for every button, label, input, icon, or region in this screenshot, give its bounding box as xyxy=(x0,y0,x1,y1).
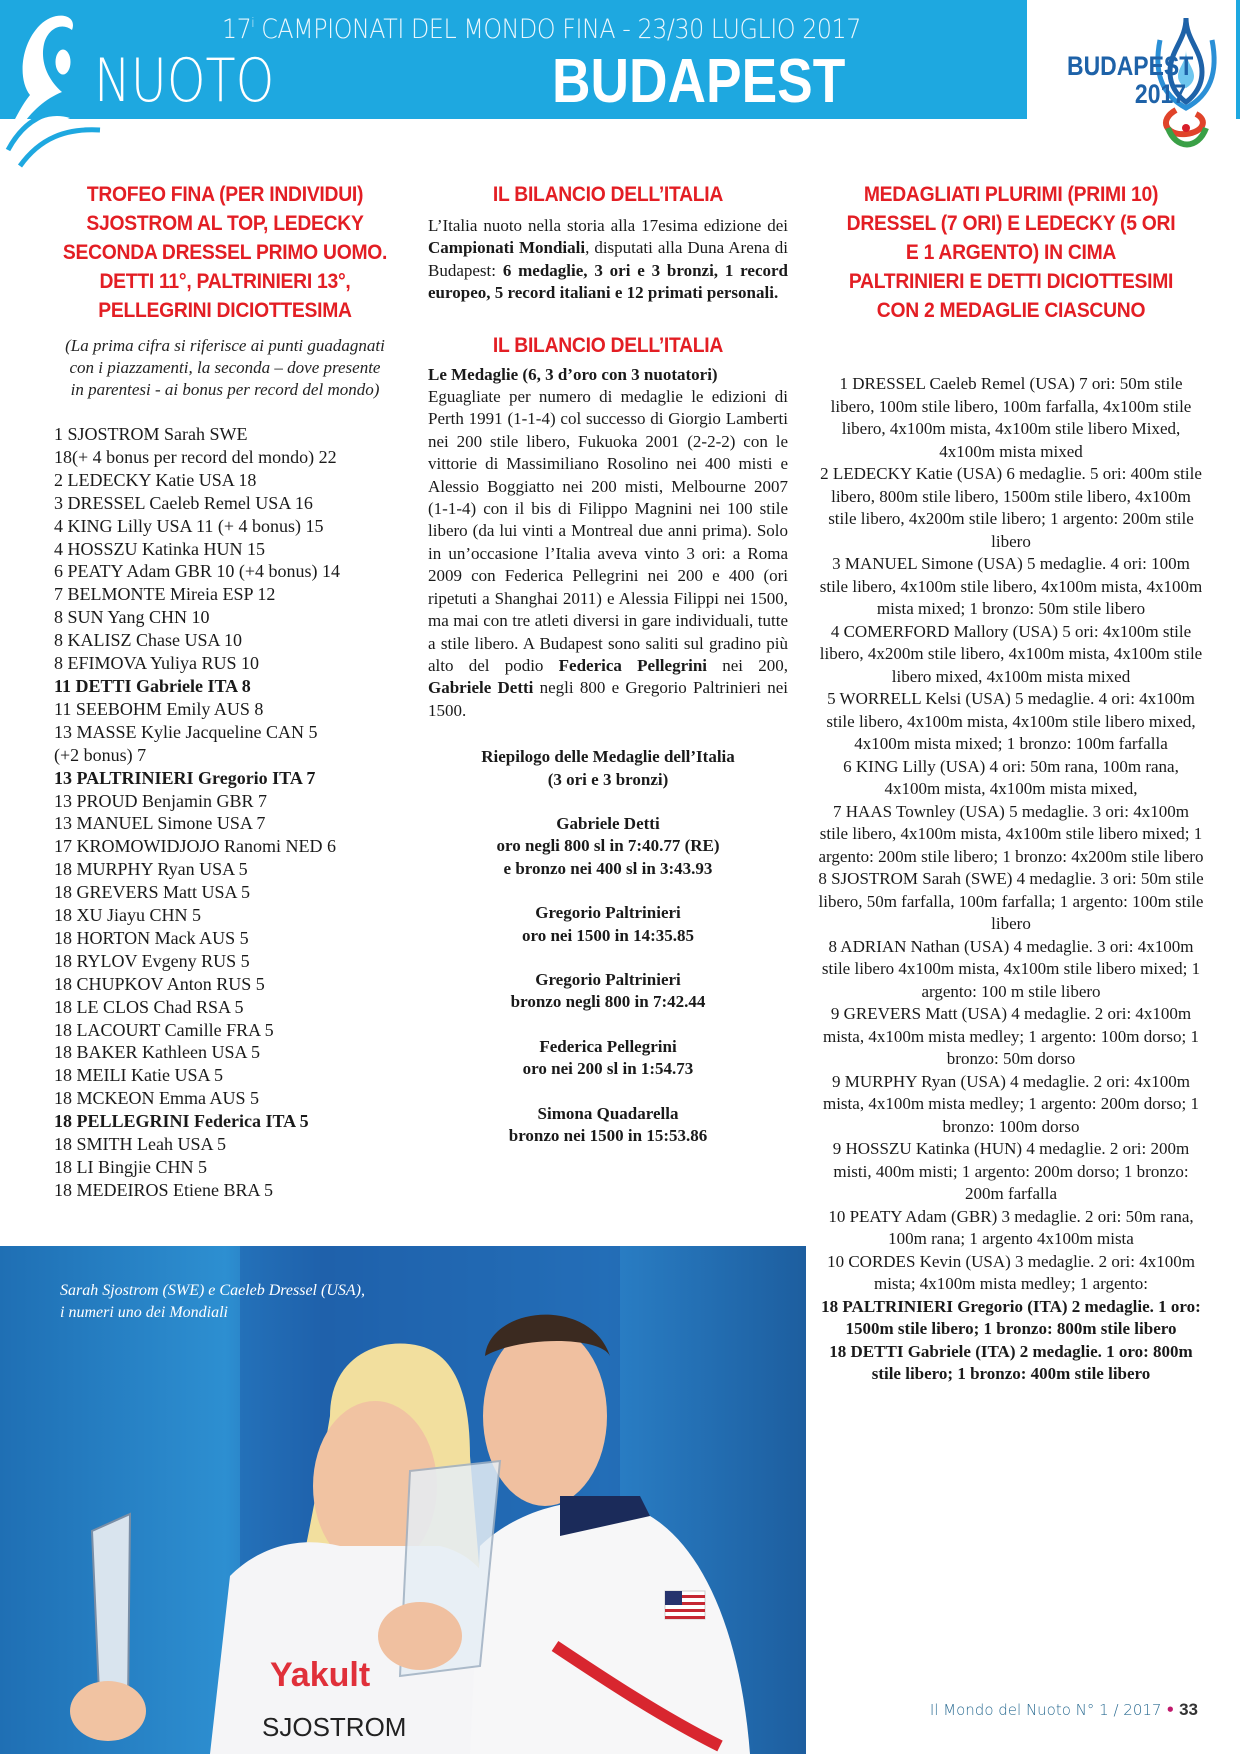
ranking-item: 18 HORTON Mack AUS 5 xyxy=(54,927,249,948)
medalist-entry: 8 SJOSTROM Sarah (SWE) 4 medaglie. 3 ori: 50m stile libero, 50m farfalla, 100m farfalla; 1 argento: 100m stile libero xyxy=(818,869,1204,933)
ranking-item: 8 SUN Yang CHN 10 xyxy=(54,607,210,628)
medal-summary-item xyxy=(428,969,788,1014)
text-run: negli 800 e Gregorio Paltrinieri nei 1500. xyxy=(428,678,788,720)
medal-result: oro negli 800 sl in 7:40.77 (RE) xyxy=(496,836,720,856)
medalist-entry: 7 HAAS Townley (USA) 5 medaglie. 3 ori: 4x100m stile libero, 4x100m mista, 4x100m stile libero mixed; 1 argento: 200m stile libero; 1 bronzo: 4x200m stile libero xyxy=(818,801,1204,866)
medals-paragraph xyxy=(428,364,788,723)
trophy-ranking-column xyxy=(40,180,410,1202)
header-strip xyxy=(1236,0,1240,119)
athlete-name: Gregorio Paltrinieri xyxy=(535,903,681,923)
text-run: , disputati alla Duna Arena di Budapest: xyxy=(428,238,788,280)
ranking-item: 6 PEATY Adam GBR 10 (+4 bonus) 14 xyxy=(54,561,340,582)
italy-heading-2: IL BILANCIO DELL’ITALIA xyxy=(492,333,724,357)
ranking-item: 1 SJOSTROM Sarah SWE xyxy=(54,424,248,444)
medalist-entry: 9 HOSSZU Katinka (HUN) 4 medaglie. 2 ori: 200m misti, 400m misti; 1 argento: 200m dorso; 1 bronzo: 200m farfalla xyxy=(832,1139,1190,1203)
city-title: BUDAPEST xyxy=(552,47,846,116)
jersey-sponsor-text: Yakult xyxy=(270,1656,371,1694)
athlete-name: Gregorio Paltrinieri xyxy=(535,969,681,989)
medalist-entry: 5 WORRELL Kelsi (USA) 5 medaglie. 4 ori: 4x100m stile libero, 4x100m mista, 4x100m stile libero mixed, 4x100m mista mixed; 1 bronzo: 100m farfalla xyxy=(826,689,1196,753)
bold-text: 6 medaglie, 3 ori e 3 bronzi, 1 record europeo, 5 record italiani e 12 primati personali. xyxy=(428,260,788,303)
intro-paragraph xyxy=(428,215,788,305)
ranking-item: 11 DETTI Gabriele ITA 8 xyxy=(54,675,251,696)
medalist-entry: 1 DRESSEL Caeleb Remel (USA) 7 ori: 50m stile libero, 100m stile libero, 100m farfalla, 4x100m stile libero, 4x100m mista, 4x100m stile libero Mixed, 4x100m mista mixed xyxy=(830,374,1192,461)
medal-summary-item xyxy=(428,1103,788,1148)
page-number: 33 xyxy=(1179,1700,1198,1719)
medal-result: oro nei 1500 in 14:35.85 xyxy=(521,925,695,945)
medalist-entry: 9 GREVERS Matt (USA) 4 medaglie. 2 ori: 4x100m mista, 4x100m mista medley; 1 argento: 100m dorso; 1 bronzo: 50m dorso xyxy=(822,1004,1199,1068)
ranking-item: 18 LE CLOS Chad RSA 5 xyxy=(54,996,244,1017)
ranking-item: 11 SEEBOHM Emily AUS 8 xyxy=(54,698,264,719)
ranking-list xyxy=(54,423,410,1202)
text-run: L’Italia nuoto nella storia alla 17esima edizione dei xyxy=(428,216,788,235)
woman-hand xyxy=(70,1681,146,1741)
ranking-item: 13 MASSE Kylie Jacqueline CAN 5 xyxy=(54,721,318,742)
medalist-entry: 10 CORDES Kevin (USA) 3 medaglie. 2 ori: 4x100m mista; 4x100m mista medley; 1 argento: xyxy=(827,1251,1195,1293)
ranking-item: 18 CHUPKOV Anton RUS 5 xyxy=(54,973,265,994)
logo-line-1: BUDAPEST xyxy=(1067,51,1194,81)
medals-body xyxy=(428,387,788,720)
jersey-name-text: SJOSTROM xyxy=(262,1712,407,1742)
ranking-item: 13 PROUD Benjamin GBR 7 xyxy=(54,790,268,811)
medal-summary-item xyxy=(428,902,788,947)
ranking-item: 2 LEDECKY Katie USA 18 xyxy=(54,469,257,490)
heading-line: DRESSEL (7 ORI) E LEDECKY (5 ORI xyxy=(846,212,1176,235)
page-footer xyxy=(930,1700,1198,1720)
heading-line: E 1 ARGENTO) IN CIMA xyxy=(905,241,1117,264)
heading-line: SJOSTROM AL TOP, LEDECKY xyxy=(86,212,364,235)
medal-result: e bronzo nei 400 sl in 3:43.93 xyxy=(503,858,713,878)
photo-caption xyxy=(60,1280,365,1324)
ranking-item: 18 BAKER Kathleen USA 5 xyxy=(54,1042,260,1063)
ranking-item: 18(+ 4 bonus per record del mondo) 22 xyxy=(54,446,337,467)
man-face xyxy=(483,1326,607,1506)
ranking-item: 3 DRESSEL Caeleb Remel USA 16 xyxy=(54,492,313,513)
ranking-item: 8 KALISZ Chase USA 10 xyxy=(54,630,242,651)
text-run: Eguagliate per numero di medaglie le edizioni di Perth 1991 (1-1-4) col successo di Giorgio Lamberti nei 200 stile libero, Fukuoka 2001 (2-2-2) con le vittorie di Massimiliano Rosolino nei 400 misti e Alessio Boggiatto nei 200 misti, Melbourne 2007 (1-1-4) con il bis di Filippo Magnini nei 100 stile libero (da lui vinti a Montreal due anni prima). Solo in un’occasione l’Italia aveva vinto 3 ori: a Roma 2009 con Federica Pellegrini nei 200 e 400 (ori ripetuti a Shanghai 2011) e Alessia Filippi nei 1500, ma mai con tre atleti diversi in gare individuali, tutte a stile libero. A Budapest sono saliti sul gradino più alto del podio xyxy=(428,387,788,675)
multi-medalists-heading xyxy=(833,180,1188,325)
ranking-item: 18 MEILI Katie USA 5 xyxy=(54,1065,223,1086)
italy-heading-1: IL BILANCIO DELL’ITALIA xyxy=(492,183,724,206)
medalist-entry: 9 MURPHY Ryan (USA) 4 medaglie. 2 ori: 4x100m mista, 4x100m mista medley; 1 argento: 200m dorso; 1 bronzo: 100m dorso xyxy=(822,1071,1199,1136)
medalist-entry: 6 KING Lilly (USA) 4 ori: 50m rana, 100m rana, 4x100m mista, 4x100m mista mixed, xyxy=(843,756,1179,798)
medalist-entry: 18 DETTI Gabriele (ITA) 2 medaglie. 1 oro: 800m stile libero; 1 bronzo: 400m stile libero xyxy=(829,1341,1193,1383)
separator-dot-icon: • xyxy=(1165,1701,1176,1719)
text-run: nei 200, xyxy=(707,655,788,675)
ranking-item: 4 HOSSZU Katinka HUN 15 xyxy=(54,538,265,559)
medal-result: bronzo negli 800 in 7:42.44 xyxy=(510,992,706,1012)
heading-line: TROFEO FINA (PER INDIVIDUI) xyxy=(86,183,364,206)
medalist-entry: 18 PALTRINIERI Gregorio (ITA) 2 medaglie. 1 oro: 1500m stile libero; 1 bronzo: 800m stile libero xyxy=(821,1296,1201,1338)
medalist-entry: 10 PEATY Adam (GBR) 3 medaglie. 2 ori: 50m rana, 100m rana; 1 argento 4x100m mista xyxy=(828,1206,1194,1248)
note-line: con i piazzamenti, la seconda – dove presente xyxy=(69,358,381,377)
medal-summary xyxy=(428,746,788,1147)
ranking-item: 18 MURPHY Ryan USA 5 xyxy=(54,859,248,880)
heading-line: MEDAGLIATI PLURIMI (PRIMI 10) xyxy=(863,183,1159,206)
ranking-item: 7 BELMONTE Mireia ESP 12 xyxy=(54,584,276,605)
medalist-entry: 3 MANUEL Simone (USA) 5 medaglie. 4 ori: 100m stile libero, 4x100m stile libero, 4x100m mista, 4x100m mista mixed; 1 bronzo: 50m stile libero xyxy=(819,554,1203,618)
scoring-note xyxy=(40,335,410,401)
trophy-heading xyxy=(55,180,395,325)
header-subtitle xyxy=(222,14,861,45)
subtitle-number: 17 xyxy=(222,14,252,45)
summary-title-line: (3 ori e 3 bronzi) xyxy=(547,769,669,789)
note-line: in parentesi - ai bonus per record del mondo) xyxy=(70,380,380,399)
medals-title: Le Medaglie (6, 3 d’oro con 3 nuotatori) xyxy=(428,364,718,384)
subtitle-text: CAMPIONATI DEL MONDO FINA - 23/30 LUGLIO 2017 xyxy=(254,14,861,45)
subtitle-ordinal: i xyxy=(251,16,255,31)
bold-text: Federica Pellegrini xyxy=(558,655,708,675)
ranking-item: 18 LACOURT Camille FRA 5 xyxy=(54,1019,274,1040)
ranking-item: 18 SMITH Leah USA 5 xyxy=(54,1134,226,1155)
medalist-entry: 4 COMERFORD Mallory (USA) 5 ori: 4x100m stile libero, 4x200m stile libero, 4x100m mista, 4x100m stile libero mixed, 4x100m mista mixed xyxy=(819,621,1203,686)
magazine-issue: Il Mondo del Nuoto N° 1 / 2017 xyxy=(929,1701,1162,1719)
ranking-item: 18 GREVERS Matt USA 5 xyxy=(54,882,251,903)
multi-medalists-column xyxy=(818,180,1204,1386)
ranking-item: 4 KING Lilly USA 11 (+ 4 bonus) 15 xyxy=(54,515,324,536)
ranking-item: 18 RYLOV Evgeny RUS 5 xyxy=(54,950,250,971)
ranking-item: 18 LI Bingjie CHN 5 xyxy=(54,1157,207,1177)
medalist-entry: 8 ADRIAN Nathan (USA) 4 medaglie. 3 ori: 4x100m stile libero 4x100m mista, 4x100m stile libero mixed; 1 argento: 100 m stile libero xyxy=(821,936,1201,1001)
summary-title xyxy=(428,746,788,791)
ranking-item: 17 KROMOWIDJOJO Ranomi NED 6 xyxy=(54,836,336,857)
caption-line: Sarah Sjostrom (SWE) e Caeleb Dressel (USA), xyxy=(60,1282,365,1299)
ranking-item: 18 XU Jiayu CHN 5 xyxy=(54,905,201,926)
heading-line: SECONDA DRESSEL PRIMO UOMO. xyxy=(62,241,388,264)
heading-line: DETTI 11°, PALTRINIERI 13°, xyxy=(99,270,351,293)
summary-title-line: Riepilogo delle Medaglie dell’Italia xyxy=(481,747,735,767)
ranking-item: 13 MANUEL Simone USA 7 xyxy=(54,813,266,834)
medalist-entry: 2 LEDECKY Katie (USA) 6 medaglie. 5 ori: 400m stile libero, 800m stile libero, 1500m stile libero, 4x100m stile libero, 4x200m stile libero; 1 argento: 200m stile libero xyxy=(820,464,1202,551)
heading-line: PELLEGRINI DICIOTTESIMA xyxy=(98,299,352,322)
athlete-name: Simona Quadarella xyxy=(537,1103,679,1123)
event-logo-text xyxy=(1067,51,1194,109)
heading-line: PALTRINIERI E DETTI DICIOTTESIMI xyxy=(848,270,1174,293)
section-title: NUOTO xyxy=(94,46,275,116)
ranking-item: 18 MCKEON Emma AUS 5 xyxy=(54,1088,260,1109)
logo-line-2: 2017 xyxy=(1134,79,1186,109)
medalists-list xyxy=(818,373,1204,1386)
man-jacket xyxy=(470,1502,750,1754)
bold-text: Gabriele Detti xyxy=(428,678,534,698)
caption-line: i numeri uno dei Mondiali xyxy=(60,1304,228,1321)
ranking-item: (+2 bonus) 7 xyxy=(54,744,147,765)
italy-summary-column xyxy=(428,180,788,1169)
medal-result: oro nei 200 sl in 1:54.73 xyxy=(522,1059,694,1079)
note-line: (La prima cifra si riferisce ai punti guadagnati xyxy=(65,336,385,355)
ranking-item: 8 EFIMOVA Yuliya RUS 10 xyxy=(54,653,260,674)
athlete-name: Federica Pellegrini xyxy=(539,1036,677,1056)
bold-text: Campionati Mondiali xyxy=(428,238,586,258)
heading-line: CON 2 MEDAGLIE CIASCUNO xyxy=(876,299,1146,322)
athletes-photo xyxy=(0,1246,806,1754)
medal-summary-item xyxy=(428,1036,788,1081)
man-hand xyxy=(378,1602,462,1670)
medal-summary-item xyxy=(428,813,788,880)
ranking-item: 13 PALTRINIERI Gregorio ITA 7 xyxy=(54,767,316,788)
ranking-item: 18 MEDEIROS Etiene BRA 5 xyxy=(54,1179,273,1200)
ranking-item: 18 PELLEGRINI Federica ITA 5 xyxy=(54,1111,309,1132)
medal-result: bronzo nei 1500 in 15:53.86 xyxy=(508,1126,708,1145)
us-flag-icon xyxy=(665,1591,705,1619)
athlete-name: Gabriele Detti xyxy=(556,813,660,833)
